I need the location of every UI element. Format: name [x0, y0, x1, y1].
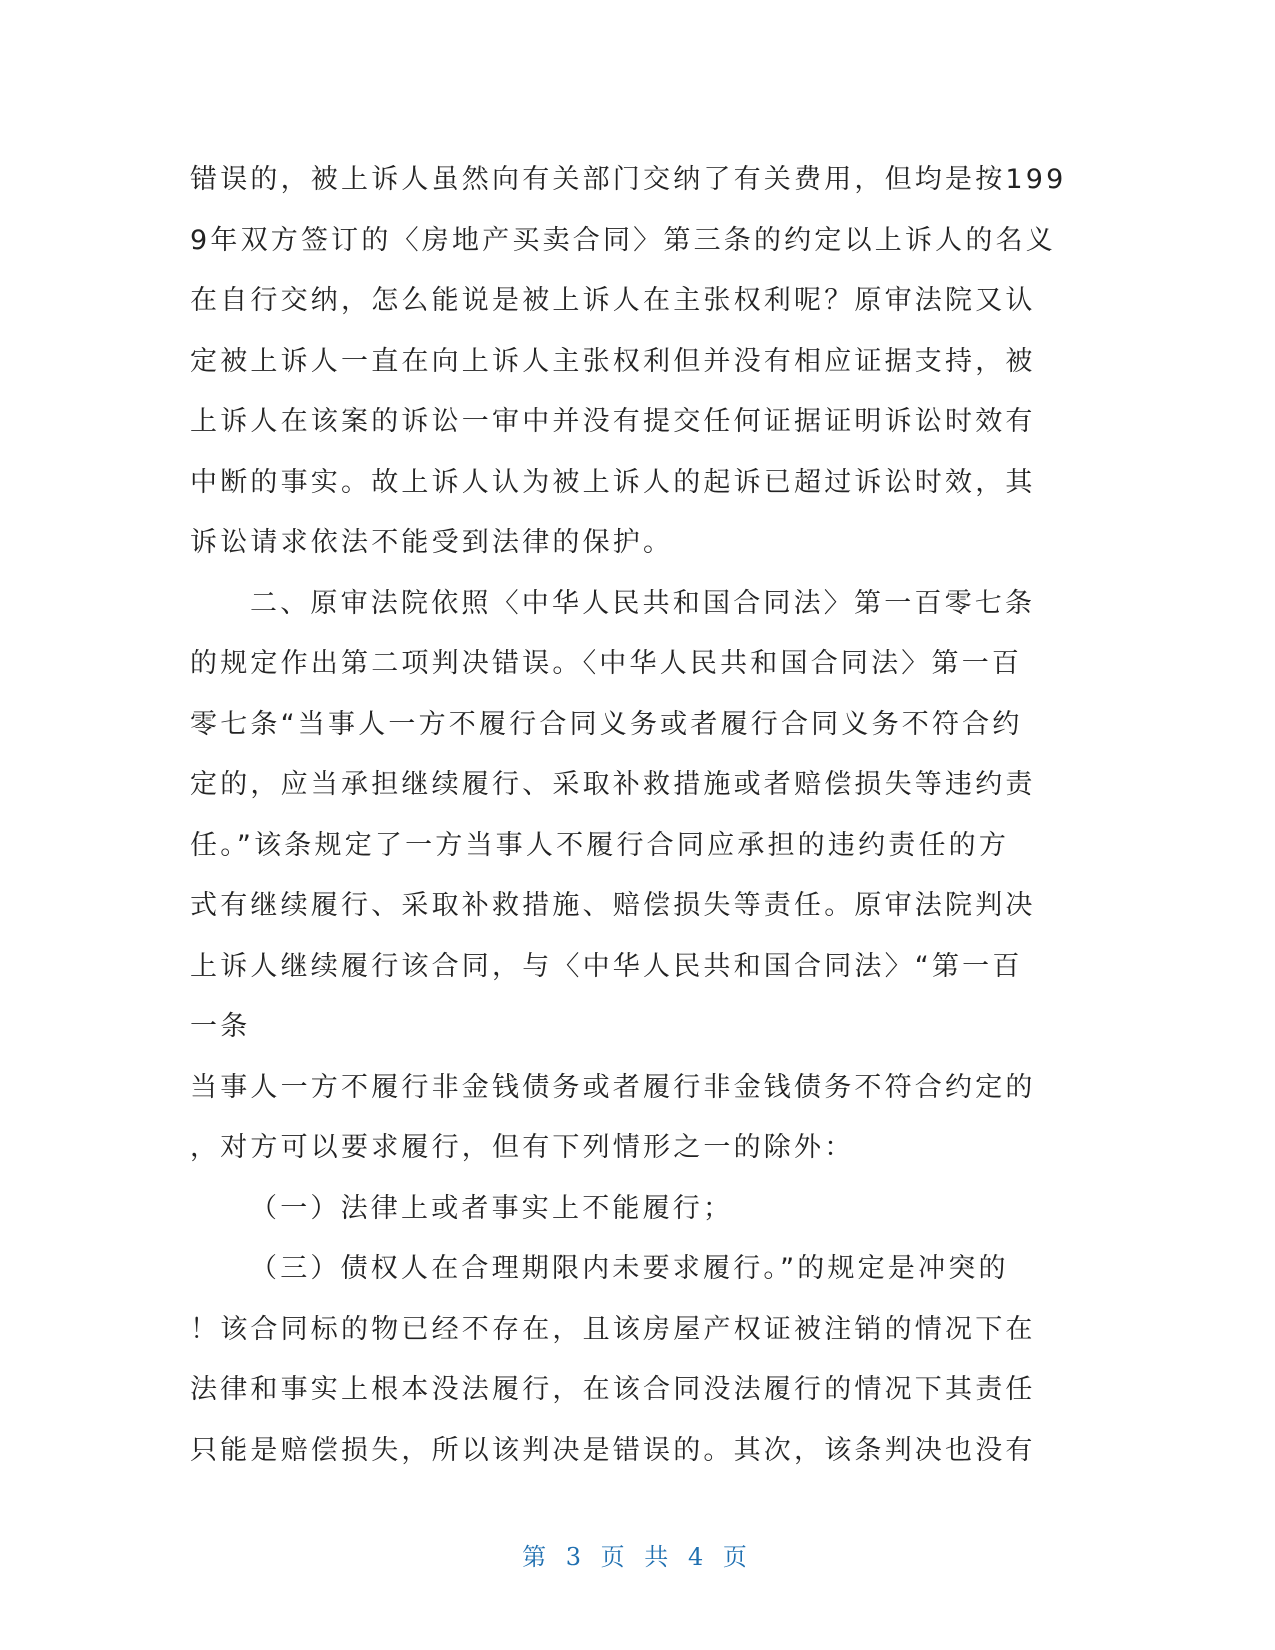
- text-line: 二、原审法院依照〈中华人民共和国合同法〉第一百零七条: [250, 587, 1036, 619]
- text-line: （一）法律上或者事实上不能履行；: [250, 1192, 734, 1224]
- text-line: 在自行交纳，怎么能说是被上诉人在主张权利呢？原审法院又认: [190, 285, 1036, 316]
- text-line: 定被上诉人一直在向上诉人主张权利但并没有相应证据支持，被: [190, 345, 1036, 377]
- text-line: ！该合同标的物已经不存在，且该房屋产权证被注销的情况下在: [190, 1313, 1036, 1345]
- text-line: 只能是赔偿损失，所以该判决是错误的。其次，该条判决也没有: [190, 1434, 1036, 1466]
- text-line: 9年双方签订的〈房地产买卖合同〉第三条的约定以上诉人的名义: [190, 224, 1056, 256]
- page-footer: 第 3 页 共 4 页: [522, 1543, 753, 1571]
- text-line: （三）债权人在合理期限内未要求履行。”的规定是冲突的: [250, 1253, 1009, 1284]
- text-line: 错误的，被上诉人虽然向有关部门交纳了有关费用，但均是按199: [190, 164, 1067, 195]
- text-line: 诉讼请求依法不能受到法律的保护。: [190, 527, 674, 558]
- text-line: 中断的事实。故上诉人认为被上诉人的起诉已超过诉讼时效，其: [190, 466, 1036, 498]
- text-line: 的规定作出第二项判决错误。〈中华人民共和国合同法〉第一百: [190, 648, 1023, 679]
- text-line: 任。”该条规定了一方当事人不履行合同应承担的违约责任的方: [190, 829, 1010, 861]
- text-line: 上诉人继续履行该合同，与〈中华人民共和国合同法〉“第一百: [190, 950, 1023, 982]
- text-line: 零七条“当事人一方不履行合同义务或者履行合同义务不符合约: [190, 708, 1023, 740]
- text-line: 上诉人在该案的诉讼一审中并没有提交任何证据证明诉讼时效有: [190, 406, 1036, 437]
- document-body: [190, 150, 1090, 1481]
- text-line: 一条: [190, 1011, 251, 1042]
- text-line: 当事人一方不履行非金钱债务或者履行非金钱债务不符合约定的: [190, 1071, 1036, 1103]
- text-line: 法律和事实上根本没法履行，在该合同没法履行的情况下其责任: [190, 1374, 1036, 1405]
- text-line: ，对方可以要求履行，但有下列情形之一的除外：: [190, 1132, 855, 1163]
- text-line: 式有继续履行、采取补救措施、赔偿损失等责任。原审法院判决: [190, 890, 1036, 921]
- text-line: 定的，应当承担继续履行、采取补救措施或者赔偿损失等违约责: [190, 769, 1036, 800]
